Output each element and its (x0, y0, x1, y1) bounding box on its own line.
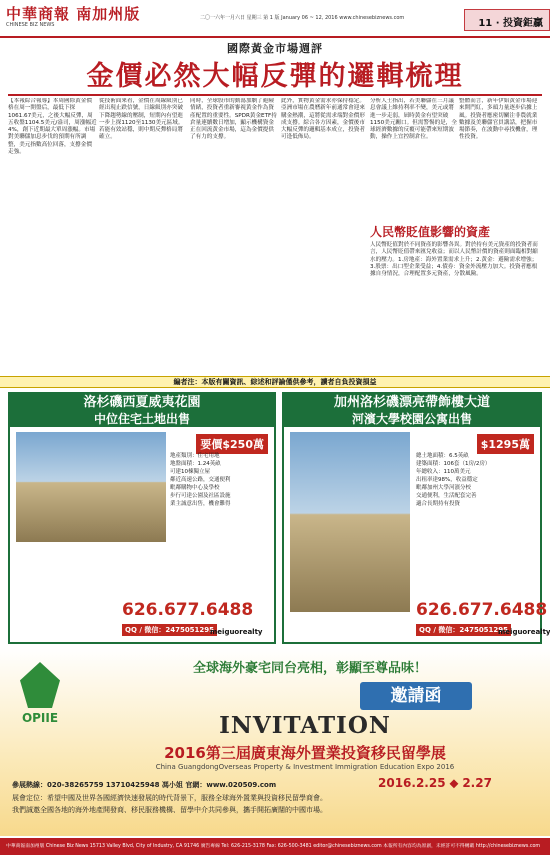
ad-right-title: 加州洛杉磯漂亮帶飾樓大道 (284, 394, 540, 412)
ad-left-line: 地盤面積：1.24英畝 (170, 461, 221, 467)
sidebar-title: 人民幣貶值影響的資產 (370, 225, 491, 239)
invitation-english: INVITATION (219, 712, 391, 739)
headline-rule (8, 94, 542, 96)
ad-left-price: 要價$250萬 (196, 434, 268, 454)
ad-right-line: 適合長期持有投資 (416, 501, 461, 507)
article-column-5: 分析人士指出，若美聯儲在三月議息會議上維持利率不變，美元或將進一步走弱，屆時黃金有望突破1150美元關口。但需警惕的是，全球經濟數據的反覆可能帶來短期波動，操作上宜控制倉位。 (370, 98, 457, 141)
expo-title: 2016第三屆廣東海外置業投資移民留學展 (164, 744, 446, 762)
article-column-6: 整體而言，新年伊始黃金市場迎來開門紅，多頭力量逐步佔據上風。投資者應密切關注非農就業數據及美聯儲官員講話，把握市場節奏，在波動中尋找機會，理性投資。 (459, 98, 538, 141)
article-headline: 金價必然大幅反彈的邏輯梳理 (86, 61, 464, 92)
ad-left-photo (16, 432, 166, 542)
ad-right-details (416, 452, 538, 508)
expo-date: 2016.2.25 ⬥ 2.27 (378, 776, 492, 790)
ad-left-email: meiguorealty (210, 628, 263, 636)
ad-left-title: 洛杉磯西夏威夷花園 (10, 394, 274, 412)
expo-note-invitation: 我們誠邀全國各地的海外地產開發商、移民服務機構、留學中介共同參與，攜手開拓廣闊的中國市場。 (12, 806, 327, 814)
ad-right-line: 總土地面積：6.5英畝 (416, 453, 469, 459)
property-ad-right[interactable] (282, 392, 550, 644)
ad-left-phone[interactable]: 626.677.6488 (122, 600, 254, 620)
opiie-logo-text: OPIIE (21, 711, 59, 725)
ad-right-subtitle: 河濱大學校園公寓出售 (284, 412, 540, 427)
ad-left-subtitle: 中位住宅土地出售 (10, 412, 274, 427)
article-column-4: 此外，實物黃金需求亦保持穩定。亞洲市場在農曆新年前通常會迎來購金熱潮，這將從需求端對金價形成支撐。綜合各方因素，金價後市大幅反彈的邏輯基本成立，投資者可逢低佈局。 (281, 98, 365, 141)
article-column-2: 從技術面來看，金價在周線級別已經出現止跌信號，日線級別亦突破下降趨勢線的壓制，短期內有望進一步上探1120至1130美元區域。若能有效站穩，則中期反彈格局將確立。 (99, 98, 184, 141)
ad-right-phone[interactable]: 626.677.6488 (416, 600, 548, 620)
dateline: 二〇一六年一月六日 星期三 第 1 版 January 06 ~ 12, 2016 www.chinesebiznews.com (200, 15, 405, 21)
ad-left-line: 鄰近高速公路，交通便利 (170, 477, 231, 483)
property-ad-left[interactable] (8, 392, 276, 644)
ad-right-wechat: QQ / 微信：2475051295 (416, 624, 511, 636)
editor-note: 編者注：本版有關資訊、綜述和評論僅供參考，讀者自負投資損益 (0, 376, 550, 388)
article-column-3: 同時，全球股市的動蕩加劇了避險情緒，投資者重新審視黃金作為資產配置的重要性。SPDR黃金ETF持倉量連續數日增加，顯示機構資金正在回流黃金市場，這為金價提供了有力的支撐。 (190, 98, 277, 141)
ad-left-line: 可建10棟獨立屋 (170, 469, 210, 475)
expo-note-positioning: 展會定位：希望中國及世界各國經濟快速發展的時代背景下，服務全球海外置業與投資移民留學商會。 (12, 794, 327, 802)
opiie-logo (14, 662, 66, 736)
ad-right-line: 毗鄰加州大學河濱分校 (416, 485, 472, 491)
expo-title-english: China GuangdongOverseas Property & Investment Immigration Education Expo 2016 (155, 763, 455, 771)
expo-hotline[interactable]: 參展熱線：020-38265759 13710425948 馮小姐 官網：www.020509.com (12, 781, 277, 789)
ad-left-line: 步行可達公園及社區設施 (170, 493, 231, 499)
page-footer: 中華商報南加州版 Chinese Biz News 15713 Valley Blvd, City of Industry, CA 91746 廣告專線 Tel: 626-215-3178 Fax: 626-500-3481 editor@chinesebiznews.com 本報所有內容均為原創，未經許可不得轉載 http://chinesebiznews.com (0, 838, 550, 855)
ad-right-email: meiguorealty (498, 628, 550, 636)
ad-left-line: 地產類別：住宅用地 (170, 453, 220, 459)
ad-right-line: 年總收入：110萬美元 (416, 469, 471, 475)
newspaper-logo: 中華商報 南加州版 (6, 5, 141, 23)
rmb-sidebar (370, 223, 542, 371)
article-kicker: 國際黃金市場週評 (227, 42, 323, 55)
ad-left-wechat: QQ / 微信：2475051295 (122, 624, 217, 636)
newspaper-logo-subtitle: CHINESE BIZ NEWS (6, 22, 55, 28)
ad-right-line: 建築面積：106套（1房/2房） (416, 461, 491, 467)
ad-left-line: 毗鄰購物中心及學校 (170, 485, 220, 491)
ad-right-price: $1295萬 (477, 434, 534, 454)
expo-slogan: 全球海外豪宅同台亮相，彰顯至尊品味！ (192, 661, 427, 676)
ad-left-line: 業主誠意出售，機會難得 (170, 501, 231, 507)
article-column-1: 【本報綜合報導】本周國際黃金價格在周一開盤后，最低下探1061.67美元，之後大幅反彈，周五收盤1104.5美元/盎司，周漲幅近4%，創下近期最大單周漲幅。市場對美聯儲加息步伐的預期有所調整，美元指數高位回落，支撐金價走強。 (8, 98, 97, 156)
ad-right-line: 交通便利，生活配套完善 (416, 493, 477, 499)
ad-right-photo (290, 432, 410, 612)
masthead (0, 0, 550, 38)
sidebar-text: 人民幣貶值對於不同資產的影響各異。對於持有美元資產的投資者而言，人民幣貶值帶來匯兌收益；而以人民幣計價的資產則面臨相對縮水的壓力。1.房地產：海外置業需求上升；2.黃金：避險需求增強；3.股票：出口型企業受益；4.債券：資金外流壓力加大。投資者應根據自身情況，合理配置多元資產，分散風險。 (370, 242, 538, 278)
invitation-badge: 邀請函 (360, 682, 472, 710)
ad-right-line: 出租率達98%，收益穩定 (416, 477, 478, 483)
opiie-emblem-icon (20, 662, 60, 708)
ad-left-details (170, 452, 274, 508)
section-tab: 11 · 投資鉅贏 (464, 9, 550, 31)
